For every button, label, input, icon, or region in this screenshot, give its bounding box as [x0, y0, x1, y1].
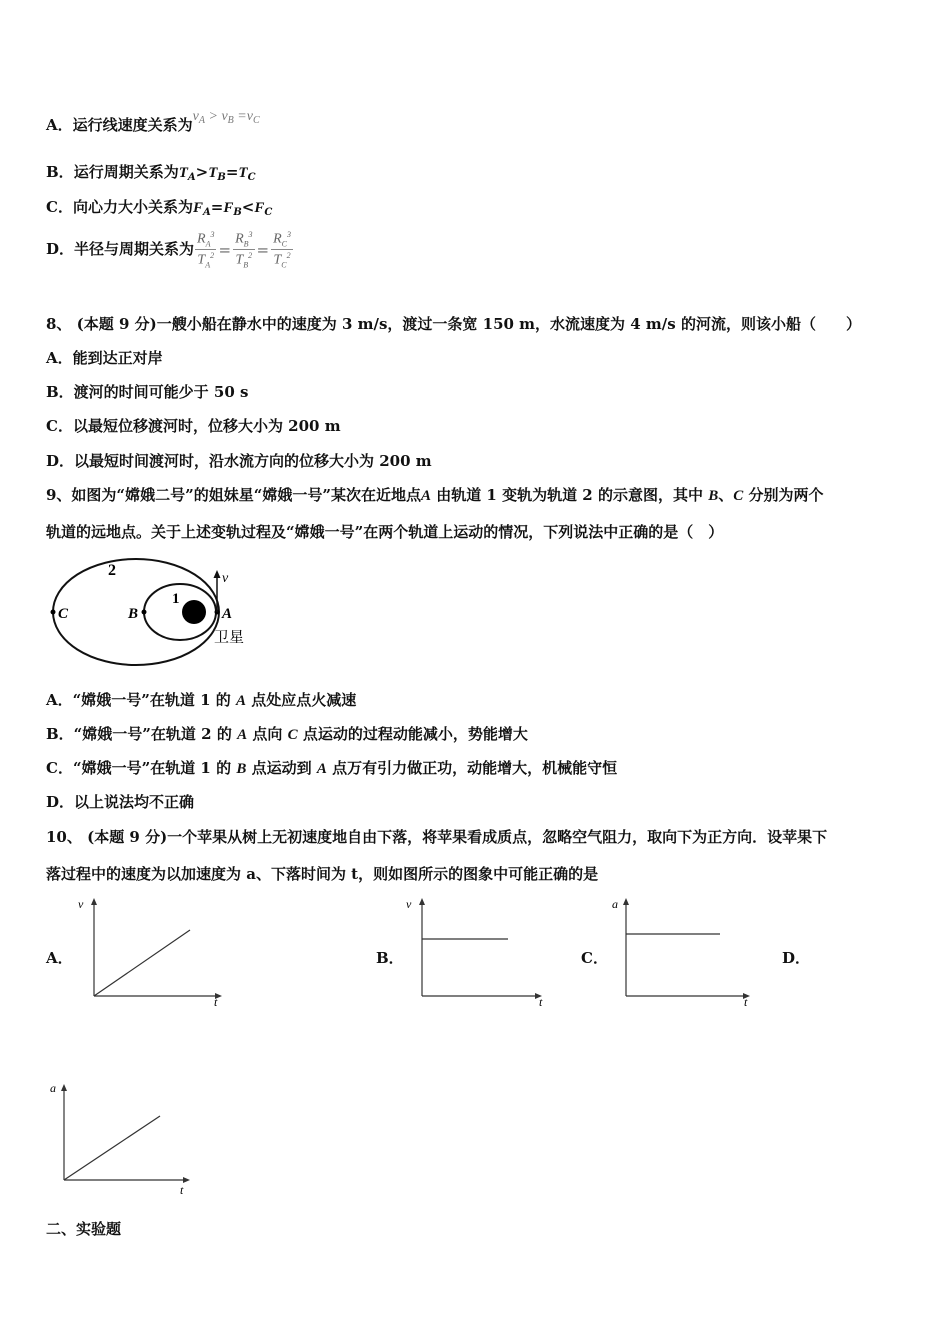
section-heading: 二、实验题 — [46, 1220, 122, 1238]
graph-b-xlabel: t — [539, 995, 543, 1006]
q10-label-c: C． — [581, 949, 608, 967]
q8-option-c: C．以最短位移渡河时，位移大小为 200 m — [46, 417, 341, 435]
label-satellite: 卫星 — [214, 628, 245, 646]
label-v: v — [222, 571, 229, 586]
graph-a-xlabel: t — [214, 995, 218, 1006]
velocity-arrowhead — [214, 570, 221, 578]
q7-option-d: D．半径与周期关系为 $\frac{R_A^3}{T_A^2}$ = $\frac{R_B^3}{T_B^2}$ = $\frac{R_C^3}{T_C^2}$ — [46, 230, 291, 270]
q10-label-a: A． — [46, 949, 73, 967]
graph-a-ylabel: v — [78, 897, 84, 911]
fraction-ra-ta: $\frac{R_A^3}{T_A^2}$ — [197, 230, 215, 270]
graph-a-line — [94, 930, 190, 996]
label-orbit-1: 1 — [172, 591, 180, 607]
q8-stem: 8、 (本题 9 分)一艘小船在静水中的速度为 3 m/s，渡过一条宽 150 m，水流速度为 4 m/s 的河流，则该小船（ ） — [46, 315, 861, 333]
graph-a — [74, 894, 234, 1006]
q9-stem-line2: 轨道的远地点。关于上述变轨过程及“嫦娥一号”在两个轨道上运动的情况，下列说法中正确的是（ ） — [46, 523, 724, 541]
graph-c-xlabel: t — [744, 995, 748, 1006]
q8-option-a: A．能到达正对岸 — [46, 349, 163, 367]
graph-c-ylabel: a — [612, 897, 618, 911]
earth — [182, 600, 206, 624]
q9-option-c: C．“嫦娥一号”在轨道 1 的 B 点运动到 A 点万有引力做正功，动能增大，机械能守恒 — [46, 759, 618, 777]
q10-label-d: D． — [782, 949, 811, 967]
q10-stem-line1: 10、 (本题 9 分)一个苹果从树上无初速度地自由下落，将苹果看成质点，忽略空气阻力，取向下为正方向．设苹果下 — [46, 828, 828, 846]
graph-c — [606, 894, 766, 1006]
q8-option-b: B．渡河的时间可能少于 50 s — [46, 383, 249, 401]
graph-d-xlabel: t — [180, 1183, 184, 1197]
fraction-rc-tc: $\frac{R_C^3}{T_C^2}$ — [273, 230, 291, 270]
label-c: C — [58, 606, 69, 622]
q9-stem-line1: 9、如图为“嫦娥二号”的姐妹星“嫦娥一号”某次在近地点A 由轨道 1 变轨为轨道 2 的示意图，其中 B、C 分别为两个 — [46, 486, 824, 504]
q9-option-a: A．“嫦娥一号”在轨道 1 的 A 点处应点火减速 — [46, 691, 357, 709]
point-c — [51, 610, 56, 615]
q9-option-d: D．以上说法均不正确 — [46, 793, 195, 811]
q9-option-b: B．“嫦娥一号”在轨道 2 的 A 点向 C 点运动的过程动能减小，势能增大 — [46, 725, 528, 743]
label-orbit-2: 2 — [108, 562, 116, 579]
label-a: A — [222, 606, 233, 622]
fraction-rb-tb: $\frac{R_B^3}{T_B^2}$ — [235, 230, 253, 270]
graph-d-line — [64, 1116, 160, 1180]
orbit-diagram — [44, 556, 264, 671]
graph-b — [402, 894, 562, 1006]
q8-option-d: D．以最短时间渡河时，沿水流方向的位移大小为 200 m — [46, 452, 432, 470]
graph-d-ylabel: a — [50, 1081, 56, 1095]
option-text: 运行线速度关系为 — [72, 116, 193, 134]
graph-d — [44, 1076, 204, 1198]
label-b: B — [128, 606, 139, 622]
graph-b-ylabel: v — [406, 897, 412, 911]
q7-option-c: C．向心力大小关系为$F_A=F_B<F_C$ — [46, 198, 273, 218]
formula-va-vb-vc: $v_A > v_B =v_C$ — [192, 109, 260, 126]
q10-stem-line2: 落过程中的速度为以加速度为 a、下落时间为 t，则如图所示的图象中可能正确的是 — [46, 865, 599, 883]
q7-option-a — [46, 109, 260, 136]
q10-label-b: B． — [376, 949, 404, 967]
option-letter: A． — [46, 116, 73, 134]
point-b — [142, 610, 147, 615]
q7-option-b: B．运行周期关系为$T_A>T_B=T_C$ — [46, 163, 256, 183]
